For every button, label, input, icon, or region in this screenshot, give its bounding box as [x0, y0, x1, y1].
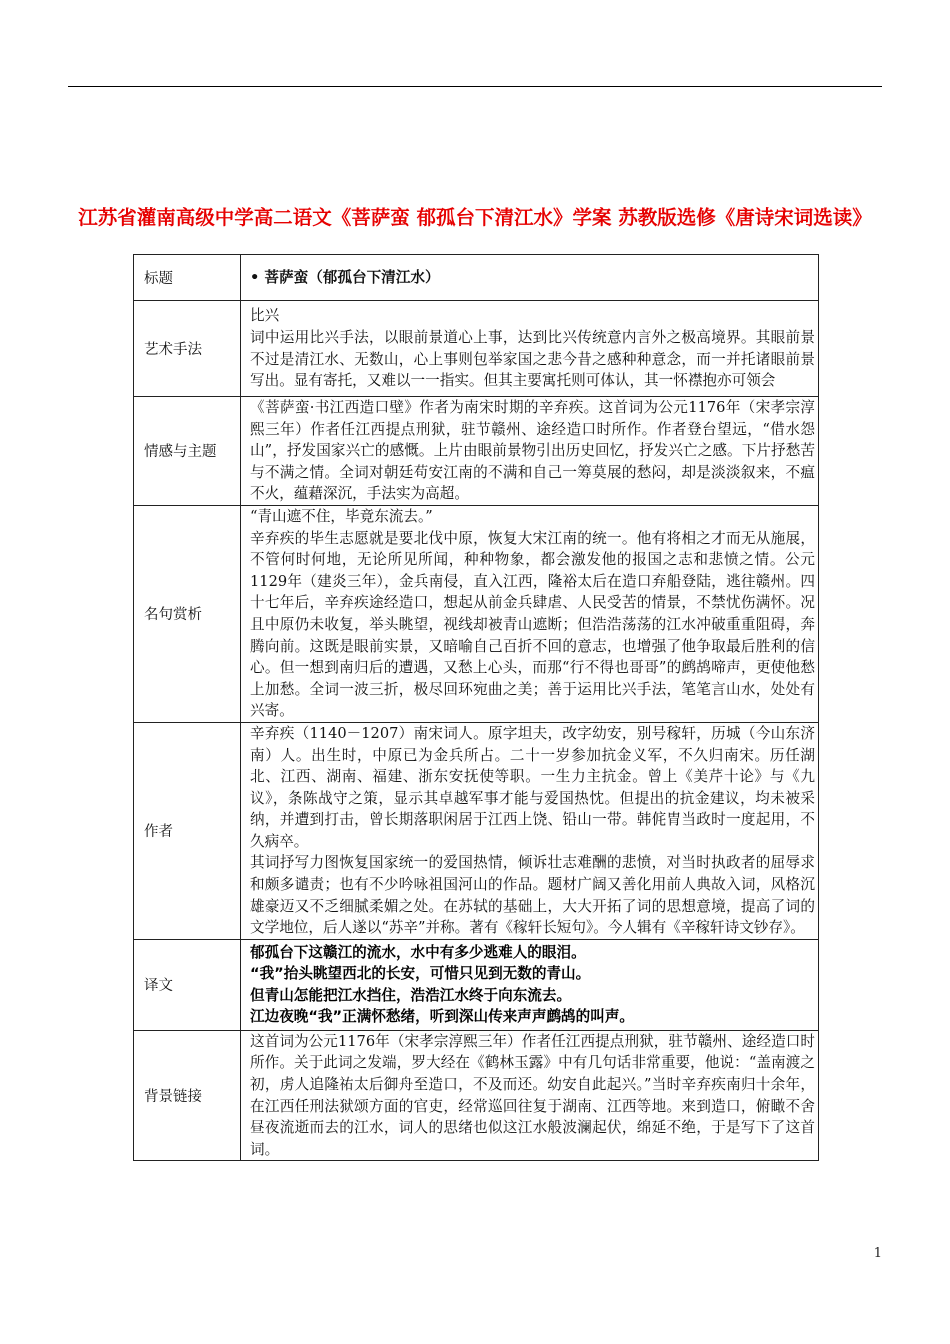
- quote-content: [241, 505, 819, 722]
- poem-title-text: 菩萨蛮（郁孤台下清江水）: [264, 268, 440, 286]
- author-content: [241, 722, 819, 939]
- row-author: [134, 722, 819, 939]
- background-text: 这首词为公元1176年（宋孝宗淳熙三年）作者任江西提点刑狱，驻节赣州、途经造口时所作。关于此词之发端，罗大经在《鹤林玉露》中有几句话非常重要，他说：“盖南渡之初，虏人追隆祐太后御舟至造口，不及而还。幼安自此起兴。”当时辛弃疾南归十余年，在江西任刑法狱颂方面的官吏，经常巡回往复于湖南、江西等地。来到造口，俯瞰不舍昼夜流逝而去的江水，词人的思绪也似这江水般波澜起伏，绵延不绝，于是写下了这首词。: [250, 1032, 815, 1158]
- document-title: 江苏省灌南高级中学高二语文《菩萨蛮 郁孤台下清江水》学案 苏教版选修《唐诗宋词选读》: [78, 206, 872, 229]
- label-emotion: 情感与主题: [134, 397, 241, 506]
- translation-line: 但青山怎能把江水挡住，浩浩江水终于向东流去。: [250, 986, 572, 1004]
- header-rule: [68, 86, 882, 87]
- quote-text: 辛弃疾的毕生志愿就是要北伐中原，恢复大宋江南的统一。他有将相之才而无从施展，不管何时何地，无论所见所闻，种种物象，都会激发他的报国之志和悲愤之情。公元1129年（建炎三年），金兵南侵，直入江西，隆裕太后在造口弃船登陆，逃往赣州。四十七年后，辛弃疾途经造口，想起从前金兵肆虐、人民受苦的情景，不禁忧伤满怀。况且中原仍未收复，举头眺望，视线却被青山遮断；但浩浩荡荡的江水冲破重重阻碍，奔腾向前。这既是眼前实景，又暗喻自己百折不回的意志，也增强了他争取最后胜利的信心。但一想到南归后的遭遇，又愁上心头，而那“行不得也哥哥”的鹧鸪啼声，更使他愁上加愁。全词一波三折，极尽回环宛曲之美；善于运用比兴手法，笔笔言山水，处处有兴寄。: [250, 529, 815, 720]
- translation-line: 郁孤台下这赣江的流水，水中有多少逃难人的眼泪。: [250, 944, 586, 962]
- poem-title: [241, 255, 819, 301]
- quote-line: “青山遮不住，毕竟东流去。”: [250, 507, 433, 525]
- bullet-icon: •: [250, 268, 265, 286]
- page-number: 1: [873, 1246, 882, 1261]
- row-quote: [134, 505, 819, 722]
- emotion-content: [241, 397, 819, 506]
- label-quote: 名句赏析: [134, 505, 241, 722]
- row-emotion: [134, 397, 819, 506]
- lesson-table: [133, 254, 819, 1161]
- translation-line: 江边夜晚“我”正满怀愁绪，听到深山传来声声鹧鸪的叫声。: [250, 1008, 635, 1026]
- label-translation: 译文: [134, 939, 241, 1030]
- row-art: [134, 301, 819, 397]
- row-title: [134, 255, 819, 301]
- label-background: 背景链接: [134, 1030, 241, 1161]
- label-author: 作者: [134, 722, 241, 939]
- author-bio: 辛弃疾（1140－1207）南宋词人。原字坦夫，改字幼安，别号稼轩，历城（今山东济南）人。出生时，中原已为金兵所占。二十一岁参加抗金义军，不久归南宋。历任湖北、江西、湖南、福建、浙东安抚使等职。一生力主抗金。曾上《美芹十论》与《九议》，条陈战守之策，显示其卓越军事才能与爱国热忱。但提出的抗金建议，均未被采纳，并遭到打击，曾长期落职闲居于江西上饶、铅山一带。韩侂胄当政时一度起用，不久病卒。: [250, 724, 815, 850]
- translation-line: “我”抬头眺望西北的长安，可惜只见到无数的青山。: [250, 965, 591, 983]
- emotion-text: 《菩萨蛮·书江西造口壁》作者为南宋时期的辛弃疾。这首词为公元1176年（宋孝宗淳熙三年）作者任江西提点刑狱，驻节赣州、途经造口时所作。作者登台望远，“借水怨山”，抒发国家兴亡的感慨。上片由眼前景物引出历史回忆，抒发兴亡之感。下片抒愁苦与不满之情。全词对朝廷苟安江南的不满和自己一筹莫展的愁闷，却是淡淡叙来，不瘟不火，蕴藉深沉，手法实为高超。: [250, 399, 815, 503]
- art-content: [241, 301, 819, 397]
- label-art: 艺术手法: [134, 301, 241, 397]
- author-works: 其词抒写力图恢复国家统一的爱国热情，倾诉壮志难酬的悲愤，对当时执政者的屈辱求和颇多谴责；也有不少吟咏祖国河山的作品。题材广阔又善化用前人典故入词，风格沉雄豪迈又不乏细腻柔媚之处。在苏轼的基础上，大大开拓了词的思想意境，提高了词的文学地位，后人遂以“苏辛”并称。著有《稼轩长短句》。今人辑有《辛稼轩诗文钞存》。: [250, 854, 815, 937]
- row-translation: [134, 939, 819, 1030]
- label-title: 标题: [134, 255, 241, 301]
- translation-content: [241, 939, 819, 1030]
- background-content: [241, 1030, 819, 1161]
- art-text: 词中运用比兴手法，以眼前景道心上事，达到比兴传统意内言外之极高境界。其眼前景不过是清江水、无数山，心上事则包举家国之悲今昔之感种种意念，而一并托诸眼前景写出。显有寄托，又难以一一指实。但其主要寓托则可体认，其一怀襟抱亦可领会: [250, 328, 815, 390]
- art-heading: 比兴: [250, 307, 280, 325]
- row-background: [134, 1030, 819, 1161]
